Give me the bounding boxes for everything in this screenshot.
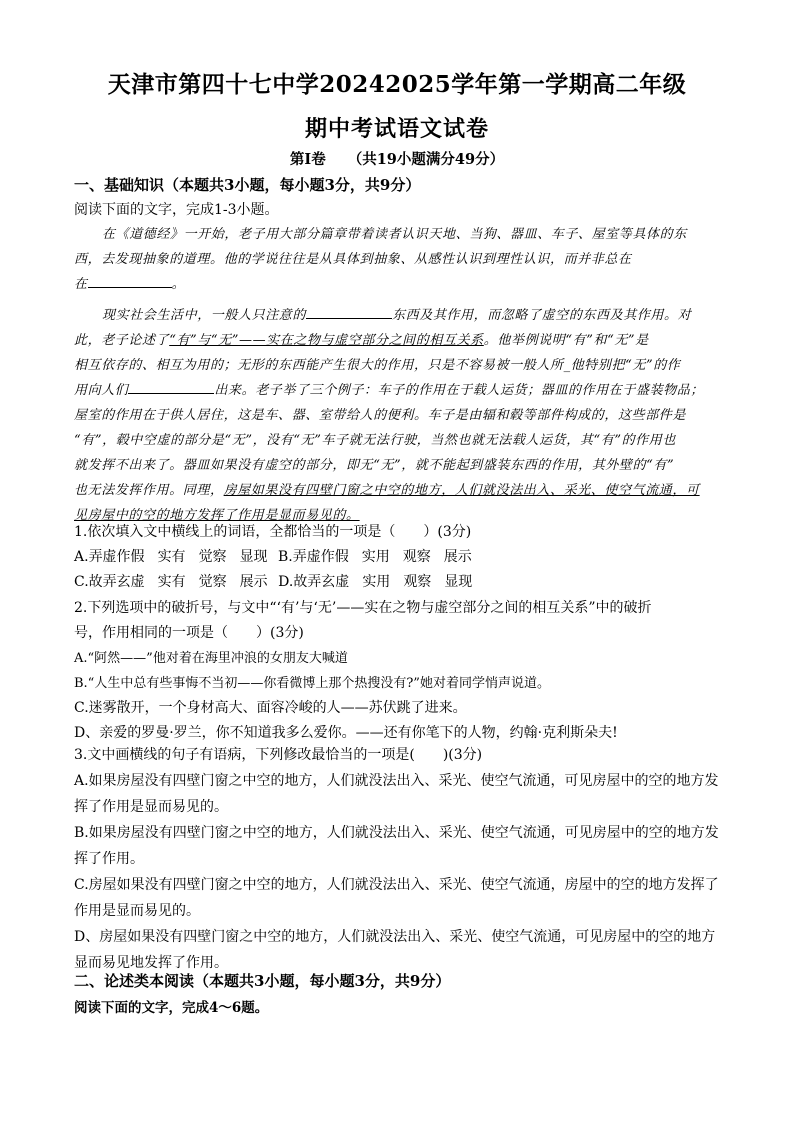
answer-blank-1 <box>88 273 172 288</box>
passage-p2-line1-b: 东西及其作用，而忽略了虚空的东西及其作用。对 <box>392 308 692 323</box>
passage-p2-line8-a: 也无法发挥作用。同理， <box>74 483 224 498</box>
question-1 <box>74 520 724 595</box>
passage-p2-line6: “有”，毂中空虚的部分是“无”，没有“无”车子就无法行驶，当然也就无法载人运货，其“有”的作用也 <box>74 433 676 448</box>
passage-p1-line3-start: 在 <box>74 277 88 292</box>
question-2 <box>74 596 724 746</box>
q3-option-d-line2: 显而易见地发挥了作用。 <box>74 955 228 971</box>
q2-option-c: C.迷雾散开，一个身材高大、面容冷峻的人——苏伏跳了进来。 <box>74 700 467 716</box>
passage-p1-line3-end: 。 <box>171 277 186 292</box>
q1-option-a-word2: 实有 <box>157 549 186 565</box>
q1-options-ab <box>74 545 724 570</box>
q3-option-c-line2: 作用是显而易见的。 <box>74 903 200 919</box>
q3-option-d-line1: D、房屋如果没有四壁门窗之中空的地方，人们就没法出入、采光、使空气流通，可见房屋中的空的地方 <box>74 929 716 945</box>
q1-option-b-word4: 展示 <box>443 549 472 565</box>
q3-option-c-line1: C.房屋如果没有四壁门窗之中空的地方，人们就没法出入、采光、使空气流通，房屋中的空的地方发挥了 <box>74 877 719 893</box>
q1-option-c-word3: 觉察 <box>198 574 227 590</box>
passage-p2-line4 <box>74 378 724 403</box>
q3-stem: 3.文中画横线的句子有语病，下列修改最恰当的一项是( )(3分) <box>74 747 483 763</box>
q1-option-d-word2: 实用 <box>362 574 391 590</box>
passage-p2-line5: 屋室的作用在于供人居住，这是车、器、室带给人的便利。车子是由辐和毂等部件构成的，这些部件是 <box>74 408 687 423</box>
q1-option-b-word3: 观察 <box>402 549 431 565</box>
passage-p2-line1 <box>74 303 724 328</box>
q1-option-c-word2: 实有 <box>157 574 186 590</box>
question-3 <box>74 743 724 976</box>
q1-options-cd <box>74 570 724 595</box>
passage-p2-line2 <box>74 328 724 353</box>
q1-option-b-label: B. <box>278 549 293 565</box>
part-label <box>0 148 794 169</box>
q1-option-d-word3: 观察 <box>403 574 432 590</box>
q2-stem-line2: 号，作用相同的一项是（ ）(3分) <box>74 625 304 641</box>
q1-option-d-word4: 显现 <box>444 574 473 590</box>
passage-p1-line3 <box>74 272 724 297</box>
q2-option-b: B.“人生中总有些事悔不当初——你看微博上那个热搜没有?”她对着同学悄声说道。 <box>74 676 550 691</box>
section2-instruction: 阅读下面的文字，完成4～6题。 <box>74 1000 269 1016</box>
q1-option-a-word3: 觉察 <box>198 549 227 565</box>
q2-stem-line1: 2.下列选项中的破折号，与文中“‘有’与‘无’——实在之物与虚空部分之间的相互关系”中的破折 <box>74 600 652 616</box>
section2-heading: 二、论述类本阅读（本题共3小题，每小题3分，共9分） <box>74 972 451 990</box>
exam-title-line2: 期中考试语文试卷 <box>304 116 489 142</box>
q3-option-b-line1: B.如果房屋没有四壁门窗之中空的地方，人们就没法出入、采光、使空气流通，可见房屋中的空的地方发 <box>74 825 719 841</box>
passage-p2-line7: 就发挥不出来了。器皿如果没有虚空的部分，即无“无”，就不能起到盛装东西的作用，其外壁的“有” <box>74 458 675 473</box>
q2-option-a: A.“阿然——”他对着在海里冲浪的女朋友大喊道 <box>74 651 348 666</box>
section1-instruction: 阅读下面的文字，完成1-3小题。 <box>74 202 279 218</box>
q1-option-b-word2: 实用 <box>361 549 390 565</box>
q3-option-a-line2: 挥了作用是显而易见的。 <box>74 799 228 815</box>
q1-option-a-label: A. <box>74 549 89 565</box>
part-description: （共19小题满分49分） <box>347 151 505 168</box>
underlined-phrase: “有”与“无”——实在之物与虚空部分之间的相互关系 <box>169 333 484 348</box>
passage-p2-line4-a: 用向人们 <box>74 383 129 398</box>
q3-option-a-line1: A.如果房屋没有四壁门窗之中空的地方，人们就没法出入、采光、使空气流通，可见房屋中的空的地方发 <box>74 773 719 789</box>
q1-option-c-label: C. <box>74 574 89 590</box>
q1-option-c-word1: 故弄玄虚 <box>88 574 145 590</box>
part-number: 第Ⅰ卷 <box>289 151 326 168</box>
q1-option-d-label: D. <box>278 574 294 590</box>
passage-p1-line1: 在《道德经》一开始，老子用大部分篇章带着读者认识天地、当狗、器皿、车子、屋室等具体的东 <box>102 227 687 242</box>
passage-p2-line8 <box>74 478 724 503</box>
passage-p2-line4-b: 出来。老子举了三个例子：车子的作用在于载人运货；器皿的作用在于盛装物品； <box>214 383 705 398</box>
q1-option-a-word4: 显现 <box>239 549 268 565</box>
q2-option-d: D、亲爱的罗曼·罗兰，你不知道我多么爱你。——还有你笔下的人物，约翰·克利斯朵夫! <box>74 725 618 741</box>
passage-p1-line2: 西，去发现抽象的道理。他的学说往往是从具体到抽象、从感性认识到理性认识，而并非总在 <box>74 252 632 267</box>
q1-stem: 1.依次填入文中横线上的词语，全都恰当的一项是（ ）(3分) <box>74 524 472 540</box>
section1-heading: 一、基础知识（本题共3小题，每小题3分，共9分） <box>74 176 421 194</box>
q1-option-c-word4: 展示 <box>239 574 268 590</box>
exam-title-line1: 天津市第四十七中学20242025学年第一学期高二年级 <box>107 71 687 98</box>
underlined-sentence-part1: 房屋如果没有四壁门窗之中空的地方，人们就没法出入、采光、使空气流通，可 <box>223 483 700 498</box>
q3-option-b-line2: 挥了作用。 <box>74 851 144 867</box>
q1-option-d-word1: 故弄玄虚 <box>293 574 350 590</box>
q1-option-b-word1: 弄虚作假 <box>292 549 349 565</box>
passage-p2-line1-a: 现实社会生活中，一般人只注意的 <box>102 308 307 323</box>
q1-option-a-word1: 弄虚作假 <box>88 549 145 565</box>
passage-p2-line3: 相互依存的、相互为用的；无形的东西能产生很大的作用，只是不容易被一般人所_他特别把“无”的作 <box>74 358 681 373</box>
answer-blank-2 <box>306 304 392 319</box>
passage-p2-line2-b: 。他举例说明“有”和“无”是 <box>483 333 649 348</box>
passage <box>74 222 724 528</box>
underlined-sentence-part2: 见房屋中的空的地方发挥了作用是显而易见的。 <box>74 508 360 523</box>
answer-blank-3 <box>128 379 214 394</box>
passage-p2-line2-a: 此，老子论述了 <box>74 333 170 348</box>
